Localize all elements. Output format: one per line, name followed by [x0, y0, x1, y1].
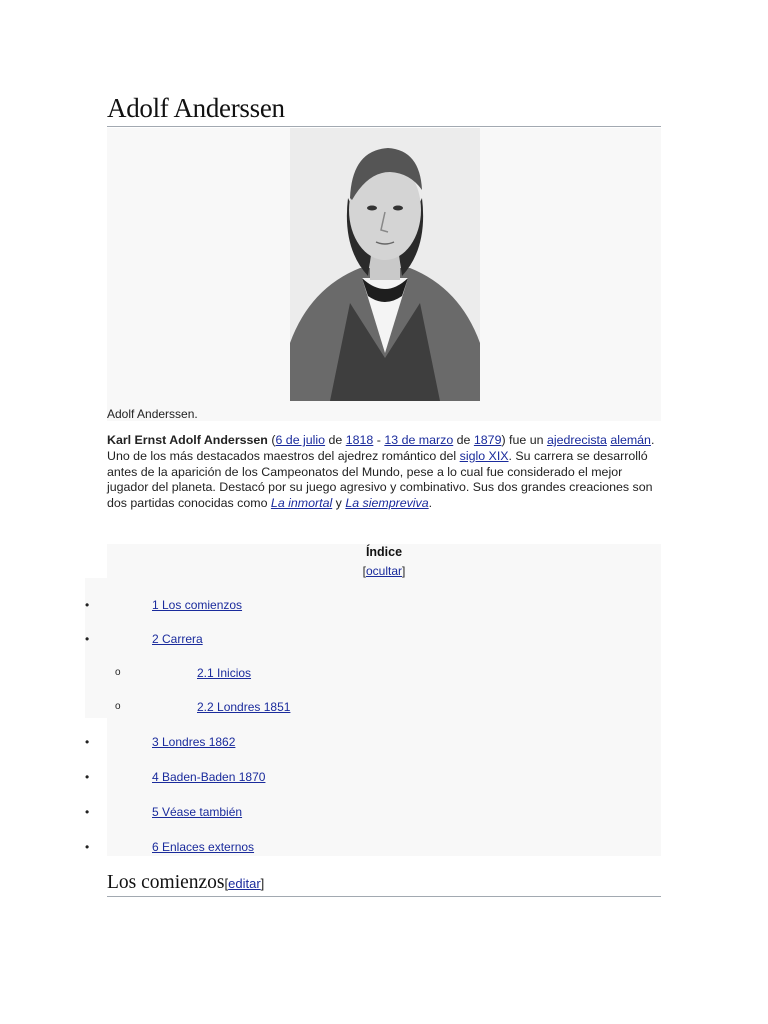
bullet-disc-icon: •: [85, 840, 90, 854]
intro-text: y: [332, 496, 346, 511]
bracket: ]: [260, 876, 265, 891]
section-heading-los-comienzos: [107, 871, 661, 897]
toc-item-los-comienzos[interactable]: 1 Los comienzos: [152, 598, 243, 612]
toc-item-baden-baden-1870[interactable]: 4 Baden-Baden 1870: [152, 770, 266, 784]
bullet-disc-icon: •: [85, 770, 90, 784]
toc-title: Índice: [365, 545, 403, 559]
toc-item-vease-tambien[interactable]: 5 Véase también: [152, 805, 243, 819]
intro-text: . Uno de los más destacados maestros del ajedrez romántico del: [107, 433, 655, 463]
bullet-disc-icon: •: [85, 735, 90, 749]
intro-text: de: [325, 433, 346, 447]
portrait-image[interactable]: [290, 128, 480, 401]
intro-text: -: [373, 433, 385, 447]
intro-text: .: [428, 496, 433, 511]
toc-toggle: [107, 563, 661, 579]
toc-item-enlaces-externos[interactable]: 6 Enlaces externos: [152, 840, 255, 854]
bullet-disc-icon: •: [85, 632, 90, 646]
link-chess-player[interactable]: ajedrecista: [546, 433, 607, 447]
intro-text: ) fue un: [501, 433, 547, 447]
toc-item-carrera[interactable]: 2 Carrera: [152, 632, 203, 646]
toc-item-londres-1862[interactable]: 3 Londres 1862: [152, 735, 236, 749]
bullet-circle-icon: o: [115, 667, 121, 678]
edit-link[interactable]: editar: [228, 876, 261, 891]
section-heading-text: Los comienzos: [107, 872, 225, 893]
subject-name: Karl Ernst Adolf Anderssen: [107, 433, 268, 447]
toc-item-londres-1851[interactable]: 2.2 Londres 1851: [197, 700, 291, 714]
page-title: Adolf Anderssen: [107, 90, 661, 127]
intro-text: . Su carrera se desarrolló antes de la aparición de los Campeonatos del Mundo, pese a lo cual fue considerado el mejor jugador del planeta. Destacó por su juego agresivo y combinativo. Sus dos grandes creaciones son dos partidas conocidas como: [107, 448, 653, 511]
link-death-day[interactable]: 13 de marzo: [384, 433, 454, 447]
link-evergreen-game[interactable]: La siempreviva: [345, 496, 429, 511]
toc-hide-link[interactable]: ocultar: [365, 564, 403, 578]
bullet-circle-icon: o: [115, 701, 121, 712]
bracket: ]: [402, 564, 406, 578]
image-caption: Adolf Anderssen.: [107, 407, 198, 421]
toc-item-inicios[interactable]: 2.1 Inicios: [197, 666, 252, 680]
intro-text: de: [453, 433, 474, 447]
section-edit: [225, 876, 265, 891]
intro-paragraph: [107, 433, 661, 512]
link-century[interactable]: siglo XIX: [459, 448, 509, 463]
link-birth-year[interactable]: 1818: [345, 433, 374, 447]
bullet-disc-icon: •: [85, 805, 90, 819]
link-german[interactable]: alemán: [610, 433, 651, 447]
bracket: [: [224, 876, 229, 891]
infobox: [107, 128, 661, 421]
bullet-disc-icon: •: [85, 598, 90, 612]
link-immortal-game[interactable]: La inmortal: [270, 496, 333, 511]
intro-text: (: [267, 433, 276, 447]
link-death-year[interactable]: 1879: [473, 433, 502, 447]
bracket: [: [362, 564, 366, 578]
link-birth-day[interactable]: 6 de julio: [275, 433, 326, 447]
